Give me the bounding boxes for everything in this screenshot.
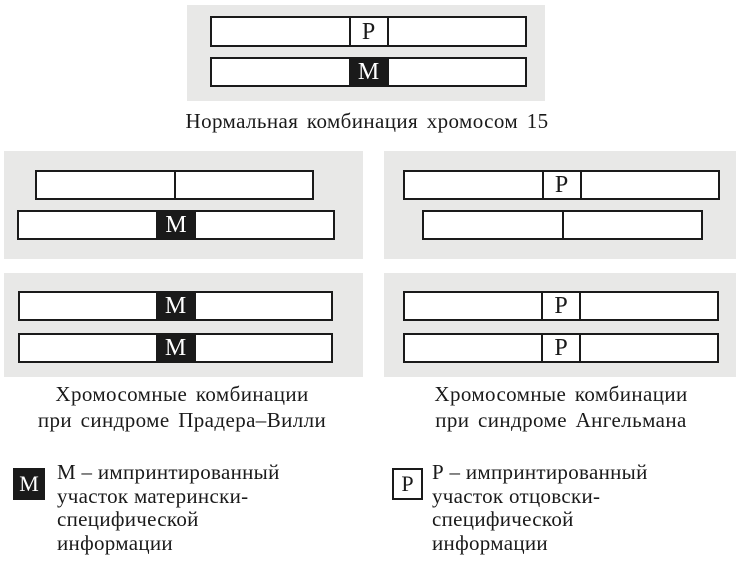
maternal-chromosome-bar	[210, 57, 527, 87]
deletion-seam	[562, 212, 564, 238]
paternal-legend-line4: информации	[432, 530, 548, 555]
paternal-legend-line2: участок отцовски-	[432, 483, 601, 508]
maternal-chromosome-bar	[18, 333, 333, 363]
angelman-disomy-panel	[384, 273, 736, 377]
paternal-imprint-letter: Р	[554, 172, 569, 198]
paternal-imprint-cell	[349, 18, 389, 45]
prader-willi-deletion-panel	[4, 151, 363, 259]
paternal-chromosome-bar	[210, 16, 527, 47]
maternal-chromosome-bar	[17, 210, 335, 240]
paternal-chromosome-bar	[403, 291, 719, 321]
paternal-imprint-letter: Р	[361, 18, 376, 45]
maternal-imprint-cell	[156, 335, 196, 361]
maternal-imprint-letter: М	[164, 293, 187, 319]
paternal-legend-letter: Р	[401, 471, 414, 496]
prader-willi-caption-line1: Хромосомные комбинации	[55, 382, 309, 406]
paternal-imprint-cell	[541, 293, 581, 319]
maternal-legend-line3: специфической	[57, 507, 199, 531]
paternal-imprint-letter: Р	[554, 335, 568, 361]
maternal-legend-letter: М	[19, 471, 39, 496]
deleted-maternal-chromosome-bar	[422, 210, 703, 240]
maternal-legend-swatch	[13, 468, 45, 500]
angelman-caption-line2: при синдроме Ангельмана	[435, 408, 687, 432]
deleted-paternal-chromosome-bar	[35, 170, 314, 200]
normal-combination-panel	[187, 5, 545, 101]
maternal-imprint-letter: М	[164, 335, 187, 361]
paternal-chromosome-bar	[403, 333, 719, 363]
paternal-legend-swatch	[392, 468, 423, 500]
paternal-chromosome-bar	[403, 170, 720, 200]
maternal-imprint-cell	[156, 212, 196, 238]
paternal-imprint-cell	[542, 172, 582, 198]
maternal-imprint-letter: М	[165, 212, 187, 238]
paternal-imprint-letter: Р	[554, 293, 568, 319]
paternal-imprint-cell	[541, 335, 581, 361]
deletion-seam	[174, 172, 176, 198]
maternal-legend-line4: информации	[57, 530, 173, 555]
maternal-imprint-cell	[156, 293, 196, 319]
maternal-imprint-cell	[349, 59, 389, 85]
paternal-legend-text	[432, 461, 732, 555]
paternal-legend-line3: специфической	[432, 507, 574, 531]
angelman-caption-line1: Хромосомные комбинации	[434, 382, 688, 406]
maternal-imprint-letter: М	[357, 59, 380, 85]
paternal-legend-line1: Р – импринтированный	[432, 460, 648, 484]
maternal-chromosome-bar	[18, 291, 333, 321]
maternal-legend-line2: участок матерински-	[57, 483, 249, 508]
prader-willi-caption	[2, 381, 362, 433]
prader-willi-disomy-panel	[4, 273, 363, 377]
angelman-caption	[384, 381, 738, 433]
maternal-legend-line1: М – импринтированный	[57, 460, 280, 484]
angelman-deletion-panel	[384, 151, 736, 259]
prader-willi-caption-line2: при синдроме Прадера–Вилли	[37, 408, 327, 432]
maternal-legend-text	[57, 461, 357, 555]
normal-combination-caption: Нормальная комбинация хромосом 15	[185, 109, 549, 133]
